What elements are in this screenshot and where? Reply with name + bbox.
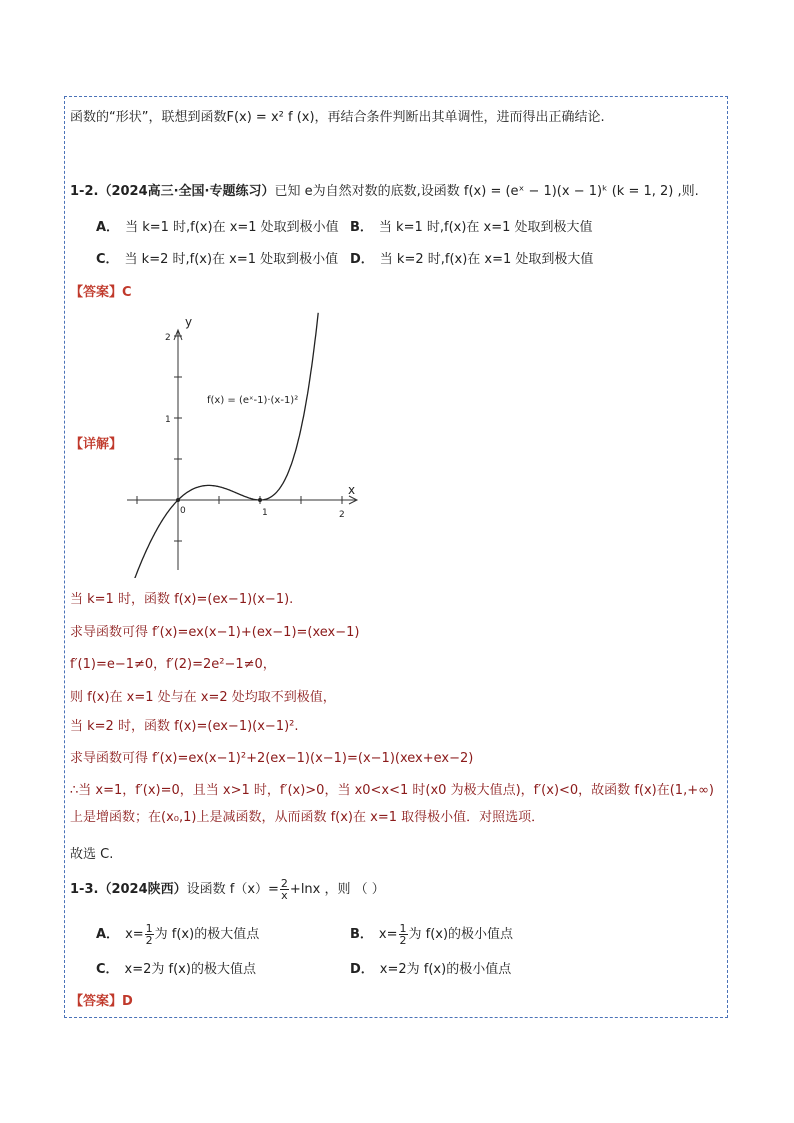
option-text: x=: [378, 927, 398, 942]
question-text-suffix: +lnx ，则 （ ）: [289, 882, 385, 897]
question-number: 1-2.: [70, 184, 99, 199]
x-axis-label: x: [348, 483, 356, 497]
fraction: $\frac{1}{2}$: [399, 922, 407, 947]
question-1-2-stem: [70, 183, 699, 201]
option-d[interactable]: [350, 961, 511, 979]
option-text: 当 k=1 时,f(x)在 x=1 处取到极大值: [378, 220, 593, 235]
option-text: 为 f(x)的极小值点: [408, 927, 514, 942]
fraction: $\frac{2}{x}$: [280, 877, 288, 902]
option-key: B．: [350, 927, 373, 942]
option-text: x=2为 f(x)的极小值点: [379, 962, 512, 977]
option-text: x=2为 f(x)的极大值点: [124, 962, 256, 977]
option-key: D．: [350, 962, 374, 977]
answer-label: 【答案】: [70, 285, 123, 300]
question-source: （2024陕西）: [98, 882, 187, 897]
point-x1: [258, 498, 262, 502]
option-text: 当 k=2 时,f(x)在 x=1 处取到极大值: [379, 252, 594, 267]
option-key: A．: [96, 927, 120, 942]
option-b[interactable]: [350, 923, 513, 946]
solution-line-7: ∴当 x=1，f′(x)=0，且当 x>1 时，f′(x)>0，当 x0<x<1 时(x0 为极大值点)，f′(x)<0，故函数 f(x)在(1,+∞)上是增函数；在(x₀,1)上是减函数，从而函数 f(x)在 x=1 取得极小值．对照选项．: [70, 783, 715, 825]
solution-line-4: 则 f(x)在 x=1 处与在 x=2 处均取不到极值，: [70, 690, 336, 705]
x-tick-2: 2: [339, 510, 345, 520]
origin-point: [176, 498, 180, 502]
function-label: f(x) = (eˣ-1)·(x-1)²: [207, 395, 299, 406]
y-axis-label: y: [185, 315, 193, 329]
option-key: C．: [96, 962, 119, 977]
option-b[interactable]: [350, 219, 593, 237]
question-number: 1-3.: [70, 882, 99, 897]
solution-line-3: f′(1)=e−1≠0，f′(2)=2e²−1≠0，: [70, 657, 276, 672]
x-tick-1: 1: [262, 508, 268, 518]
y-tick-1: 1: [165, 415, 171, 425]
option-text: 当 k=2 时,f(x)在 x=1 处取到极小值: [124, 252, 339, 267]
option-text: 当 k=1 时,f(x)在 x=1 处取到极小值: [125, 220, 339, 235]
question-text-prefix: 设函数 f（x）=: [186, 882, 279, 897]
y-tick-2: 2: [165, 333, 171, 343]
answer-value: C: [122, 285, 132, 300]
fraction: $\frac{1}{2}$: [145, 922, 153, 947]
function-graph: [125, 308, 370, 578]
option-key: B．: [350, 220, 373, 235]
option-text: 为 f(x)的极大值点: [154, 927, 260, 942]
option-key: D．: [350, 252, 374, 267]
question-source: （2024高三·全国·专题练习）: [98, 184, 275, 199]
option-c[interactable]: [96, 251, 338, 269]
option-d[interactable]: [350, 251, 593, 269]
intro-line: 函数的“形状”，联想到函数F(x) = x² f (x)，再结合条件判断出其单调性，进而得出正确结论.: [70, 110, 605, 125]
question-1-3-stem: [70, 878, 385, 901]
option-text: x=: [125, 927, 144, 942]
solution-line-5: 当 k=2 时，函数 f(x)=(ex−1)(x−1)².: [70, 719, 299, 734]
x-tick-0: 0: [180, 506, 186, 516]
question-text: 已知 e为自然对数的底数,设函数 f(x) = (eˣ − 1)(x − 1)ᵏ (k = 1, 2) ,则.: [274, 184, 699, 199]
answer-label: 【答案】: [70, 994, 123, 1009]
answer-row: [70, 284, 132, 302]
answer-value: D: [122, 994, 133, 1009]
detail-label: 【详解】: [70, 437, 123, 452]
solution-line-6: 求导函数可得 f′(x)=ex(x−1)²+2(ex−1)(x−1)=(x−1)(xex+ex−2): [70, 751, 474, 766]
answer-row: [70, 993, 133, 1011]
option-key: C．: [96, 252, 119, 267]
solution-line-1: 当 k=1 时，函数 f(x)=(ex−1)(x−1).: [70, 592, 294, 607]
option-key: A．: [96, 220, 120, 235]
option-a[interactable]: [96, 219, 339, 237]
solution-line-2: 求导函数可得 f′(x)=ex(x−1)+(ex−1)=(xex−1): [70, 625, 360, 640]
solution-conclusion: 故选 C.: [70, 847, 114, 862]
option-a[interactable]: [96, 923, 259, 946]
function-curve: [133, 313, 318, 578]
option-c[interactable]: [96, 961, 256, 979]
